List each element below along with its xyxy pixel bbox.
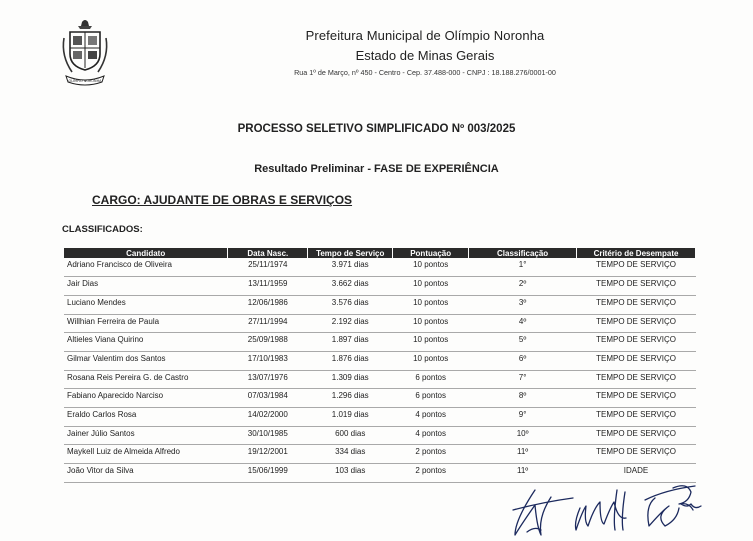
score-cell: 6 pontos [393, 389, 469, 408]
table-row [64, 370, 696, 389]
table-row [64, 445, 696, 464]
candidate-name-cell: João Vitor da Silva [64, 464, 228, 483]
score-cell: 10 pontos [393, 333, 469, 352]
candidate-name-cell: Maykell Luiz de Almeida Alfredo [64, 445, 228, 464]
municipality-name: Prefeitura Municipal de Olímpio Noronha [305, 28, 545, 43]
table-row [64, 389, 696, 408]
table-row [64, 277, 696, 296]
score-cell: 10 pontos [393, 277, 469, 296]
result-subtitle: Resultado Preliminar - FASE DE EXPERIÊNCIA [254, 163, 499, 175]
service-time-cell: 3.576 dias [308, 295, 393, 314]
birth-date-cell: 17/10/1983 [228, 351, 308, 370]
tiebreak-criterion-cell: IDADE [577, 464, 696, 483]
candidate-name-cell: Luciano Mendes [64, 295, 228, 314]
tiebreak-criterion-cell: TEMPO DE SERVIÇO [577, 295, 696, 314]
table-row [64, 426, 696, 445]
birth-date-cell: 27/11/1994 [228, 314, 308, 333]
score-cell: 2 pontos [393, 445, 469, 464]
service-time-cell: 1.897 dias [308, 333, 393, 352]
table-row [64, 333, 696, 352]
birth-date-cell: 13/07/1976 [228, 370, 308, 389]
service-time-cell: 1.019 dias [308, 408, 393, 427]
candidate-name-cell: Rosana Reis Pereira G. de Castro [64, 370, 228, 389]
score-cell: 6 pontos [393, 370, 469, 389]
rank-cell: 3º [469, 295, 577, 314]
candidate-name-cell: Gilmar Valentim dos Santos [64, 351, 228, 370]
header-birth-date: Data Nasc. [228, 248, 308, 258]
candidate-name-cell: Fabiano Aparecido Narciso [64, 389, 228, 408]
letterhead [240, 28, 610, 77]
service-time-cell: 2.192 dias [308, 314, 393, 333]
birth-date-cell: 14/02/2000 [228, 408, 308, 427]
tiebreak-criterion-cell: TEMPO DE SERVIÇO [577, 445, 696, 464]
birth-date-cell: 12/06/1986 [228, 295, 308, 314]
birth-date-cell: 15/06/1999 [228, 464, 308, 483]
header-score: Pontuação [393, 248, 469, 258]
service-time-cell: 3.662 dias [308, 277, 393, 296]
municipal-crest-icon [60, 18, 110, 88]
table-row [64, 258, 696, 277]
tiebreak-criterion-cell: TEMPO DE SERVIÇO [577, 333, 696, 352]
birth-date-cell: 30/10/1985 [228, 426, 308, 445]
service-time-cell: 1.296 dias [308, 389, 393, 408]
crest-banner-text: OLÍMPIO NORONHA [68, 79, 102, 83]
table-header-row [64, 248, 696, 258]
score-cell: 2 pontos [393, 464, 469, 483]
tiebreak-criterion-cell: TEMPO DE SERVIÇO [577, 389, 696, 408]
tiebreak-criterion-cell: TEMPO DE SERVIÇO [577, 277, 696, 296]
service-time-cell: 103 dias [308, 464, 393, 483]
rank-cell: 1° [469, 258, 577, 277]
rank-cell: 5º [469, 333, 577, 352]
tiebreak-criterion-cell: TEMPO DE SERVIÇO [577, 370, 696, 389]
rank-cell: 8º [469, 389, 577, 408]
birth-date-cell: 07/03/1984 [228, 389, 308, 408]
tiebreak-criterion-cell: TEMPO DE SERVIÇO [577, 314, 696, 333]
score-cell: 10 pontos [393, 258, 469, 277]
candidate-name-cell: Willhian Ferreira de Paula [64, 314, 228, 333]
birth-date-cell: 25/11/1974 [228, 258, 308, 277]
candidate-name-cell: Adriano Francisco de Oliveira [64, 258, 228, 277]
results-table [64, 248, 696, 483]
state-name: Estado de Minas Gerais [355, 48, 495, 63]
candidate-name-cell: Jainer Júlio Santos [64, 426, 228, 445]
service-time-cell: 3.971 dias [308, 258, 393, 277]
tiebreak-criterion-cell: TEMPO DE SERVIÇO [577, 426, 696, 445]
rank-cell: 6º [469, 351, 577, 370]
rank-cell: 4º [469, 314, 577, 333]
table-row [64, 295, 696, 314]
birth-date-cell: 25/09/1988 [228, 333, 308, 352]
score-cell: 10 pontos [393, 351, 469, 370]
table-row [64, 314, 696, 333]
service-time-cell: 1.309 dias [308, 370, 393, 389]
birth-date-cell: 13/11/1959 [228, 277, 308, 296]
header-candidate: Candidato [64, 248, 228, 258]
birth-date-cell: 19/12/2001 [228, 445, 308, 464]
tiebreak-criterion-cell: TEMPO DE SERVIÇO [577, 408, 696, 427]
rank-cell: 11º [469, 464, 577, 483]
candidate-name-cell: Jair Dias [64, 277, 228, 296]
rank-cell: 10º [469, 426, 577, 445]
score-cell: 4 pontos [393, 408, 469, 427]
table-row [64, 408, 696, 427]
header-tiebreak: Critério de Desempate [577, 248, 696, 258]
cargo-heading: CARGO: AJUDANTE DE OBRAS E SERVIÇOS [92, 193, 353, 207]
score-cell: 4 pontos [393, 426, 469, 445]
rank-cell: 11º [469, 445, 577, 464]
service-time-cell: 334 dias [308, 445, 393, 464]
rank-cell: 9° [469, 408, 577, 427]
header-rank: Classificação [469, 248, 577, 258]
tiebreak-criterion-cell: TEMPO DE SERVIÇO [577, 258, 696, 277]
signatures-icon [505, 470, 715, 540]
service-time-cell: 1.876 dias [308, 351, 393, 370]
address-line: Rua 1º de Março, nº 450 - Centro - Cep. 37.488-000 - CNPJ : 18.188.276/0001-00 [294, 68, 556, 77]
rank-cell: 7° [469, 370, 577, 389]
section-label: CLASSIFICADOS: [62, 224, 143, 235]
score-cell: 10 pontos [393, 295, 469, 314]
header-service-time: Tempo de Serviço [308, 248, 393, 258]
process-title: PROCESSO SELETIVO SIMPLIFICADO Nº 003/2025 [237, 123, 516, 135]
candidate-name-cell: Eraldo Carlos Rosa [64, 408, 228, 427]
rank-cell: 2º [469, 277, 577, 296]
table-row [64, 351, 696, 370]
candidate-name-cell: Altieles Viana Quirino [64, 333, 228, 352]
tiebreak-criterion-cell: TEMPO DE SERVIÇO [577, 351, 696, 370]
score-cell: 10 pontos [393, 314, 469, 333]
service-time-cell: 600 dias [308, 426, 393, 445]
